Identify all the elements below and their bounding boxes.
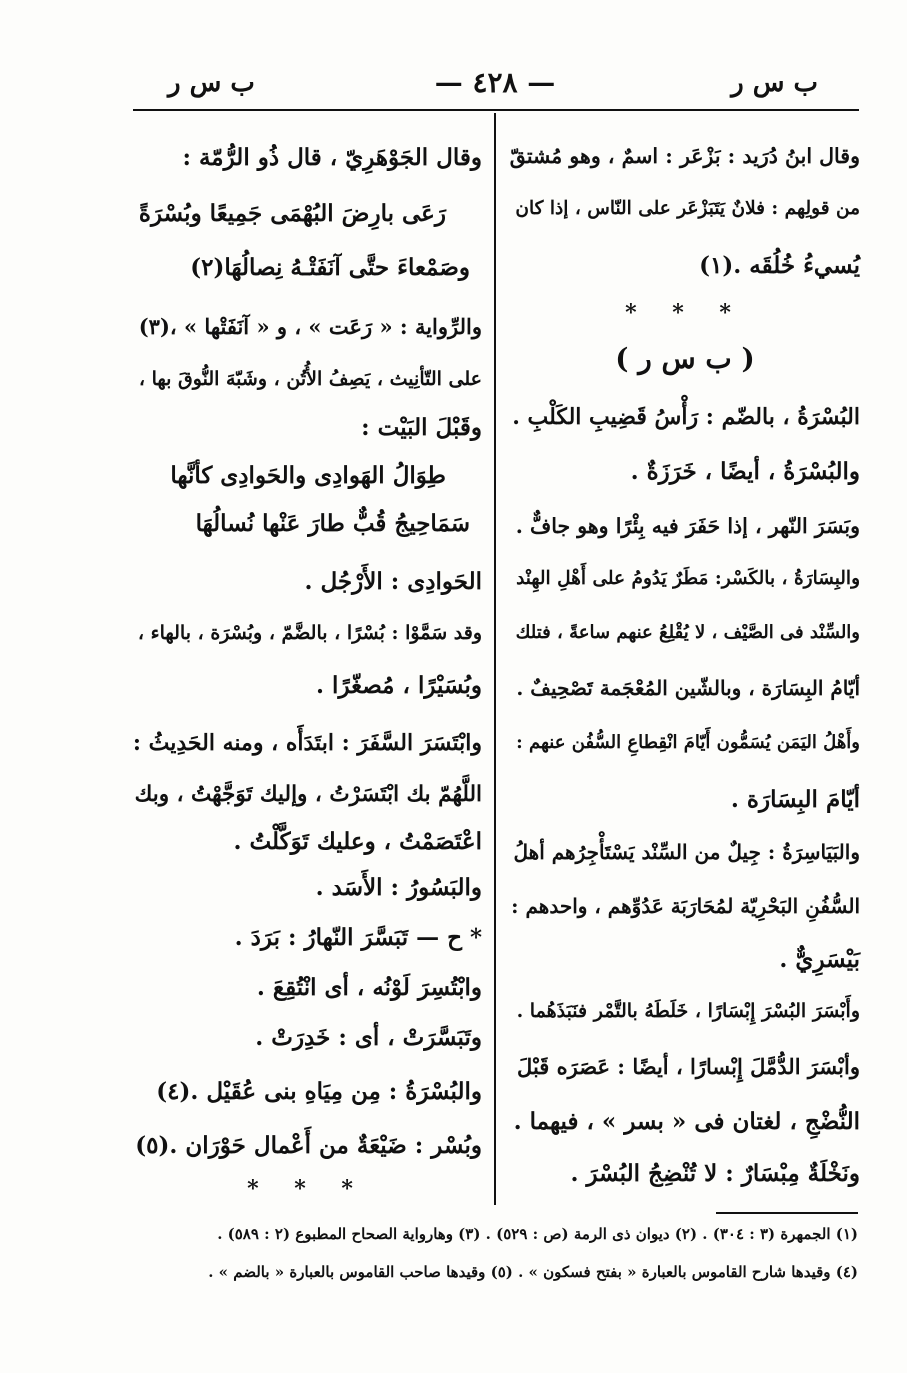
text-line: وبَسَرَ النّهر ، إذا حَفَرَ فيه بِئْرًا وهو جافٌّ . (515, 514, 860, 538)
verse-line: طِوَالُ الهَوادِى والحَوادِى كأنَّها (170, 462, 446, 489)
text-line: وبُسْر : ضَيْعَةٌ من أَعْمال حَوْرَان .(٥) (135, 1132, 482, 1159)
text-line: اللَّهُمّ بك ابْتَسَرْتُ ، وإليك تَوَجَّهْتُ ، وبك (134, 782, 482, 807)
entry-heading: ( ب س ر ) (615, 342, 755, 375)
verse-line: سَمَاحِيجُ قُبٌّ طارَ عَنْها نُسالُهَا (195, 510, 470, 537)
page-header (132, 66, 858, 106)
text-line: والرِّواية : « رَعَت » ، و « آنَفَتْها » ،(٣) (138, 314, 482, 339)
footnote-line: (٤) وقيدها شارح القاموس بالعبارة « بفتح فسكون » . (٥) وقيدها صاحب القاموس بالعبارة « بالضم » . (208, 1263, 858, 1281)
text-line: وقال ابنُ دُرَيد : بَزْعَر : اسمٌ ، وهو مُشتقّ (509, 144, 860, 168)
page-number: — ٤٢٨ — (434, 66, 556, 99)
text-line: بَيْسَرِيٌّ . (779, 946, 860, 973)
footnote-rule (716, 1212, 858, 1214)
text-line: وتَبَسَّرَتْ ، أى : خَدِرَتْ . (255, 1024, 482, 1051)
section-separator: * * * (247, 1176, 367, 1202)
section-separator: * * * (625, 300, 745, 326)
text-line: والبُسْرَةُ : مِن مِيَاهِ بنى عُقَيْل .(٤) (156, 1078, 482, 1105)
text-line: يُسيءُ خُلُقَه .(١) (699, 252, 860, 279)
text-line: ونَخْلَةٌ مِبْسَارٌ : لا تُنْضِجُ البُسْرَ . (570, 1160, 860, 1187)
text-line: والسِّنْد فى الصَّيْف ، لا يُقْلِعُ عنهم ساعةً ، فتلك (515, 622, 860, 643)
text-line: وأَهْلُ اليَمَن يُسَمُّون أَيّامَ انْقِطاعِ السُّفُن عنهم : (516, 732, 860, 753)
text-line: والبِسَارَةُ ، بالكَسْر: مَطَرٌ يَدُومُ على أَهْلِ الهِنْد (516, 568, 860, 589)
text-line: وبُسَيْرًا ، مُصغّرًا . (316, 672, 482, 699)
text-line: وقال الجَوْهَرِيّ ، قال ذُو الرُّمّة : (182, 144, 482, 171)
text-line: البُسْرَةُ ، بالضّم : رَأْسُ قَضِيبِ الكَلْبِ . (512, 404, 860, 430)
text-line: اعْتَصَمْتُ ، وعليك تَوَكَّلْتُ . (233, 828, 482, 855)
verse-line: وصَمْعاءَ حتَّى آنَفَتْـهُ نِصالُهَا(٢) (190, 254, 470, 281)
verse-line: رَعَى بارِضَ البُهْمَى جَمِيعًا وبُسْرَةً (138, 200, 446, 227)
column-divider (494, 113, 496, 1205)
text-line: وابْتَسَرَ السَّفَرَ : ابتَدَأَه ، ومنه الحَدِيثُ : (132, 730, 482, 756)
text-line: النُّضْجِ ، لغتان فى « بسر » ، فيهما . (513, 1108, 860, 1135)
text-line: والبَيَاسِرَةُ : جِيلٌ من السِّنْد يَسْتَأْجِرُهم أهلُ (513, 840, 860, 864)
text-line: الحَوادِى : الأَرْجُل . (304, 568, 482, 595)
footnote-line: (١) الجمهرة (٣ : ٣٠٤) . (٢) ديوان ذى الرمة (ص : ٥٢٩) . (٣) وهارواية الصحاح المطبوع (٢ : ٥٨٩) . (217, 1225, 858, 1243)
text-line: على التّأنِيث ، يَصِفُ الأُتُن ، وشَبّهَ النُّوقَ بها ، (138, 368, 482, 390)
text-line: وأبْسَرَ الدُّمَّلَ إِبْسارًا ، أيضًا : عَصَرَه قَبْلَ (517, 1054, 860, 1079)
text-line: أيّامُ البِسَارَة ، وبالشّين المُعْجَمة تَصْحِيفٌ . (516, 676, 860, 700)
text-line: وأَبْسَرَ البُسْرَ إِبْسَارًا ، خَلَطَهُ بالتَّمْر فنَبَذَهُما . (516, 1000, 860, 1022)
header-rule (133, 109, 859, 111)
header-entry-right: ب س ر (731, 68, 818, 98)
text-line: وابْتُسِرَ لَوْنُه ، أى انْتُقِعَ . (256, 974, 482, 1001)
text-line: وقد سَمَّوْا : بُسْرًا ، بالضَّمّ ، وبُسْرَة ، بالهاء ، (137, 622, 482, 644)
header-entry-left: ب س ر (168, 68, 255, 98)
text-line: وقَبْلَ البَيْت : (361, 414, 482, 441)
text-line: من قولِهم : فلانٌ يَتَبَزْعَر على النّاس ، إذا كان (515, 198, 860, 219)
text-line: والبُسْرَةُ ، أيضًا ، خَرَزَةٌ . (630, 458, 860, 485)
text-line: السُّفُنِ البَحْرِيّة لمُحَارَبَة عَدُوِّهم ، واحدهم : (511, 894, 860, 918)
text-line: والبَسُورُ : الأَسَد . (315, 874, 482, 901)
text-line: أيّامَ البِسَارَة . (730, 786, 860, 813)
text-line: * ح — تَبَسَّرَ النّهارُ : بَرَدَ . (234, 924, 482, 951)
